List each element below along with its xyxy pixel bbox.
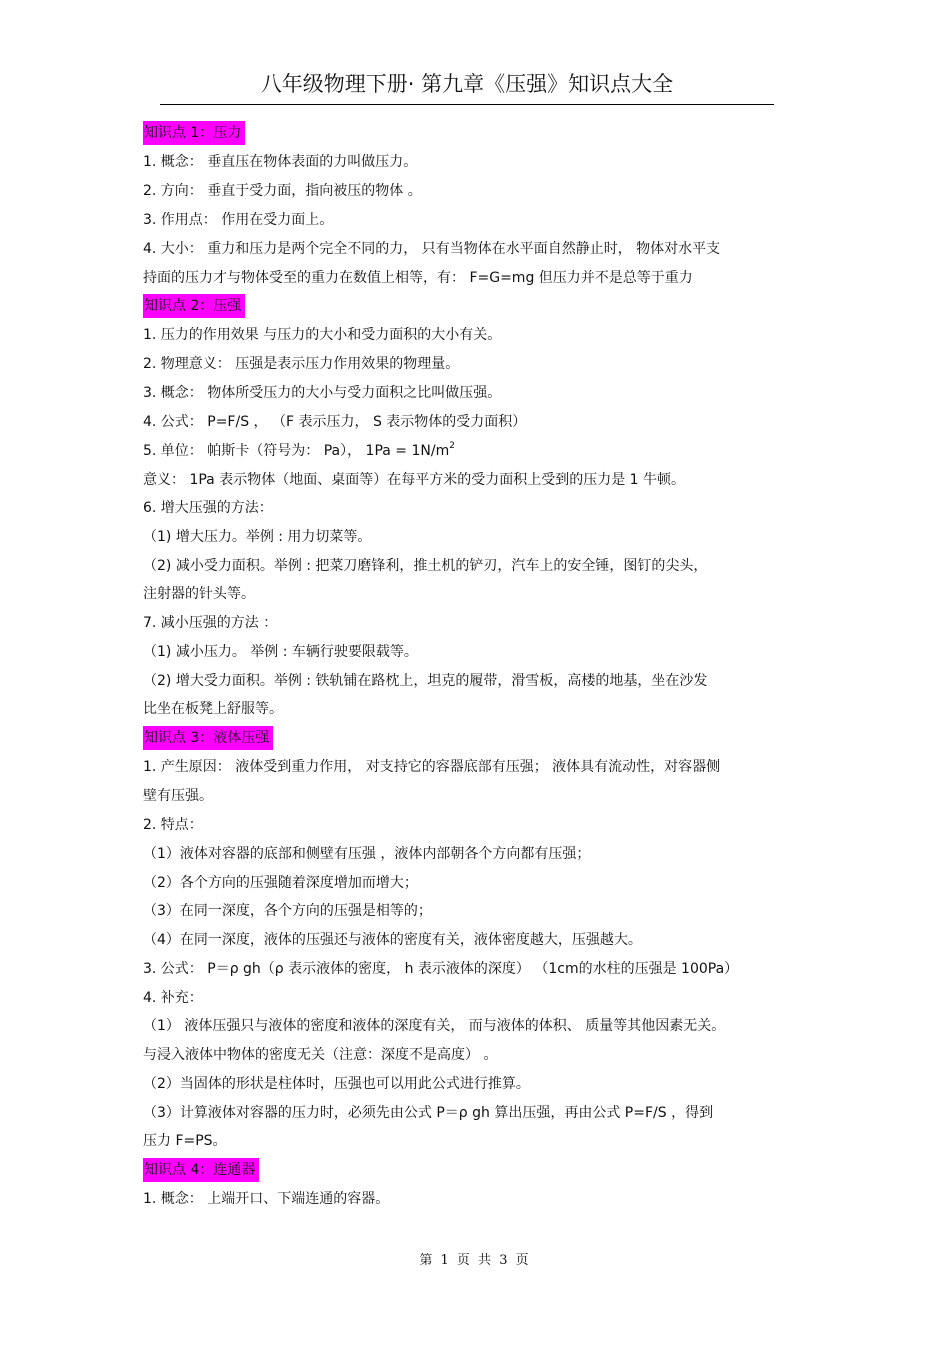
text-line: （2）各个方向的压强随着深度增加而增大； (143, 875, 418, 891)
text-line: 2. 物理意义： 压强是表示压力作用效果的物理量。 (143, 356, 460, 372)
text-line: 1. 概念： 上端开口、下端连通的容器。 (143, 1191, 390, 1207)
text-line-unit: 5. 单位： 帕斯卡（符号为： Pa）， $1Pa = 1N/m^2$ (143, 441, 455, 459)
heading-knowledge-point-2: 知识点 2：压强 (143, 297, 245, 315)
text-line: 7. 减小压强的方法 ： (143, 615, 278, 631)
text-line: 3. 作用点： 作用在受力面上。 (143, 212, 334, 228)
page-footer: 第 1 页 共 3 页 (419, 1253, 531, 1268)
text-line: 压力 F=PS。 (143, 1133, 227, 1149)
text-line: （2) 减小受力面积。举例 : 把菜刀磨锋利，推土机的铲刃，汽车上的安全锤，图钉的尖头， (143, 558, 708, 574)
title-underline (160, 104, 774, 105)
heading-knowledge-point-1: 知识点 1：压力 (143, 124, 245, 142)
text-line: （3）在同一深度，各个方向的压强是相等的； (143, 903, 432, 919)
text-line: （1) 增大压力。举例 : 用力切菜等。 (143, 529, 372, 545)
text-line: 壁有压强。 (143, 788, 213, 804)
text-line: （1) 减小压力。 举例 : 车辆行驶要限载等。 (143, 644, 418, 660)
text-line: 2. 特点： (143, 817, 203, 833)
text-line: 3. 公式： P＝ρ gh（ρ 表示液体的密度， h 表示液体的深度） （1cm的水柱的压强是 100Pa） (143, 961, 739, 977)
text-line: 意义： 1Pa 表示物体（地面、桌面等）在每平方米的受力面积上受到的压力是 1 牛顿。 (143, 472, 686, 488)
text-line: （4）在同一深度，液体的压强还与液体的密度有关，液体密度越大，压强越大。 (143, 932, 642, 948)
text-line: 4. 公式： P=F/S ， （F 表示压力， S 表示物体的受力面积） (143, 414, 527, 430)
heading-knowledge-point-3: 知识点 3：液体压强 (143, 729, 273, 747)
text-line: 4. 补充： (143, 990, 203, 1006)
page-title: 八年级物理下册· 第九章《压强》知识点大全 (260, 72, 674, 96)
text-line: 比坐在板凳上舒服等。 (143, 701, 283, 717)
text-line: 1. 产生原因： 液体受到重力作用， 对支持它的容器底部有压强； 液体具有流动性，对容器侧 (143, 759, 721, 775)
text-line: 与浸入液体中物体的密度无关（注意：深度不是高度） 。 (143, 1047, 498, 1063)
heading-knowledge-point-4: 知识点 4：连通器 (143, 1161, 259, 1179)
text-line: （2) 增大受力面积。举例 : 铁轨铺在路枕上，坦克的履带，滑雪板，高楼的地基，坐在沙发 (143, 673, 708, 689)
text-line: 1. 概念： 垂直压在物体表面的力叫做压力。 (143, 154, 418, 170)
text-line: 6. 增大压强的方法： (143, 500, 273, 516)
text-line: 3. 概念： 物体所受压力的大小与受力面积之比叫做压强。 (143, 385, 502, 401)
text-line: （2）当固体的形状是柱体时，压强也可以用此公式进行推算。 (143, 1076, 530, 1092)
text-line: 1. 压力的作用效果 与压力的大小和受力面积的大小有关。 (143, 327, 502, 343)
text-line: （3）计算液体对容器的压力时，必须先由公式 P＝ρ gh 算出压强，再由公式 P=F/S ，得到 (143, 1105, 714, 1121)
text-line: （1） 液体压强只与液体的密度和液体的深度有关， 而与液体的体积、 质量等其他因素无关。 (143, 1018, 726, 1034)
text-line: 4. 大小： 重力和压力是两个完全不同的力， 只有当物体在水平面自然静止时， 物体对水平支 (143, 241, 721, 257)
text-line: 2. 方向： 垂直于受力面，指向被压的物体 。 (143, 183, 422, 199)
text-line: （1）液体对容器的底部和侧壁有压强 ，液体内部朝各个方向都有压强； (143, 846, 591, 862)
superscript: 2 (449, 441, 455, 451)
text-line: 注射器的针头等。 (143, 586, 255, 602)
text-line: 持面的压力才与物体受至的重力在数值上相等，有： F=G=mg 但压力并不是总等于重力 (143, 270, 693, 286)
